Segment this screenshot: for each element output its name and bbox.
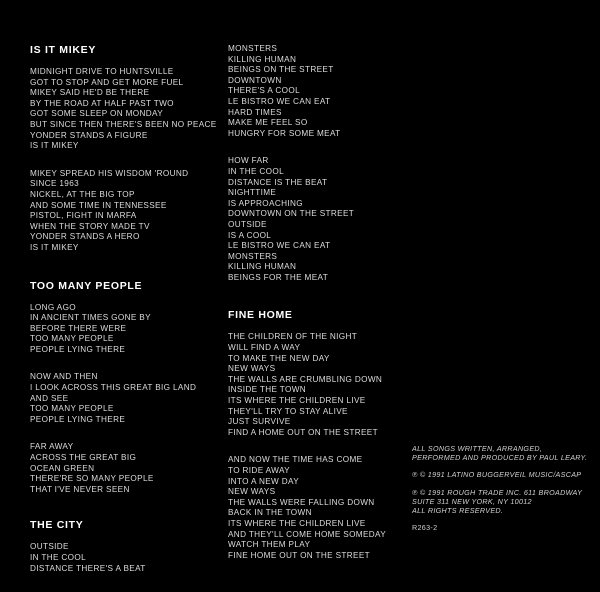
lyric-line: LE BISTRO WE CAN EAT [228,241,331,251]
lyric-line: BEINGS ON THE STREET [228,65,334,75]
lyric-line: OCEAN GREEN [30,463,95,473]
lyric-line: OUTSIDE [30,542,69,552]
lyric-line: SINCE 1963 [30,179,80,189]
credits-publishing [412,470,582,479]
lyric-line: FINE HOME OUT ON THE STREET [228,550,370,560]
song-is-it-mikey [30,44,220,254]
stanza [30,67,220,152]
lyric-line: INTO A NEW DAY [228,476,300,486]
lyric-line: BEINGS FOR THE MEAT [228,272,329,282]
lyric-line: MONSTERS [228,251,278,261]
lyric-line: HUNGRY FOR SOME MEAT [228,128,341,138]
lyric-line: OUTSIDE [228,219,267,229]
lyric-line: GOT TO STOP AND GET MORE FUEL [30,77,184,87]
lyric-line: FAR AWAY [30,442,74,452]
lyric-line: JUST SURVIVE [228,417,291,427]
lyric-line: DISTANCE IS THE BEAT [228,177,328,187]
lyric-line: NIGHTTIME [228,188,277,198]
stanza [30,169,220,254]
lyric-line: IS IT MIKEY [30,242,79,252]
lyric-line: AND NOW THE TIME HAS COME [228,455,363,465]
lyric-line: BEFORE THERE WERE [30,323,127,333]
lyric-line: THERE'RE SO MANY PEOPLE [30,474,154,484]
stanza [228,455,408,561]
credits-block [412,444,588,533]
lyric-line: IN THE COOL [228,166,285,176]
lyric-line: I LOOK ACROSS THIS GREAT BIG LAND [30,383,197,393]
song-too-many-people [30,280,220,496]
lyric-line: MIDNIGHT DRIVE TO HUNTSVILLE [30,67,174,76]
lyrics-column-right [228,44,408,579]
lyric-line: TO RIDE AWAY [228,466,290,475]
lyric-line: IS IT MIKEY [30,141,79,151]
lyric-line: KILLING HUMAN [228,54,297,64]
lyric-line: DISTANCE THERE'S A BEAT [30,563,146,573]
lyric-line: AND THEY'LL COME HOME SOMEDAY [228,529,387,539]
lyric-line: WHEN THE STORY MADE TV [30,221,150,231]
credits-line: ALL RIGHTS RESERVED. [412,506,504,516]
lyric-line: MIKEY SAID HE'D BE THERE [30,88,150,98]
lyric-line: TOO MANY PEOPLE [30,404,114,414]
song-fine-home [228,309,408,561]
song-title: IS IT MIKEY [30,44,97,56]
lyric-line: MIKEY SPREAD HIS WISDOM 'ROUND [30,168,189,178]
credits-line: SUITE 311 NEW YORK, NY 10012 [412,496,532,506]
lyric-line: TOO MANY PEOPLE [30,334,114,344]
lyric-line: HOW FAR [228,156,269,166]
lyric-line: IS APPROACHING [228,198,303,208]
lyric-line: BUT SINCE THEN THERE'S BEEN NO PEACE [30,119,217,129]
catalog-number-text: R263-2 [412,523,438,533]
lyric-line: PISTOL, FIGHT IN MARFA [30,211,137,221]
stanza [228,156,408,283]
song-title: FINE HOME [228,309,293,322]
credits-line: ℗ © 1991 ROUGH TRADE INC. 611 BROADWAY [412,487,583,497]
lyric-line: HARD TIMES [228,107,282,117]
lyric-line: THE WALLS WERE FALLING DOWN [228,497,375,507]
lyric-line: THE CHILDREN OF THE NIGHT [228,332,358,342]
credits-line: PERFORMED AND PRODUCED BY PAUL LEARY. [412,453,588,463]
credits-writing [412,444,588,463]
song-title: TOO MANY PEOPLE [30,279,143,292]
stanza [30,542,220,574]
lyric-line: THE WALLS ARE CRUMBLING DOWN [228,374,383,384]
credits-line: ℗ © 1991 LATINO BUGGERVEIL MUSIC/ASCAP [412,470,582,480]
lyrics-column-left [30,44,220,592]
catalog-number [412,523,582,532]
lyric-line: TO MAKE THE NEW DAY [228,353,330,363]
lyric-line: NOW AND THEN [30,372,98,382]
lyric-line: AND SOME TIME IN TENNESSEE [30,200,167,210]
lyric-line: PEOPLE LYING THERE [30,414,126,424]
lyric-line: IN THE COOL [30,553,87,562]
song-title: THE CITY [30,519,84,532]
lyric-line: THAT I'VE NEVER SEEN [30,484,130,494]
lyric-line: DOWNTOWN [228,75,282,85]
lyric-line: LONG AGO [30,302,77,312]
stanza [228,332,408,438]
stanza [30,442,220,495]
lyric-line: NEW WAYS [228,487,276,497]
lyric-line: THEY'LL TRY TO STAY ALIVE [228,406,348,416]
stanza [30,372,220,425]
lyric-line: FIND A HOME OUT ON THE STREET [228,427,378,437]
lyric-line: MAKE ME FEEL SO [228,118,308,128]
lyric-line: BY THE ROAD AT HALF PAST TWO [30,98,174,108]
lyric-line: NICKEL, AT THE BIG TOP [30,189,135,199]
lyric-line: IS A COOL [228,230,272,240]
lyric-line: THERE'S A COOL [228,86,300,96]
song-the-city-continued [228,44,408,283]
lyric-line: GOT SOME SLEEP ON MONDAY [30,109,164,119]
lyric-line: MONSTERS [228,44,278,53]
credits-line: ALL SONGS WRITTEN, ARRANGED, [412,444,543,453]
lyric-line: WILL FIND A WAY [228,343,301,353]
lyric-line: IN ANCIENT TIMES GONE BY [30,313,151,323]
lyric-line: PEOPLE LYING THERE [30,344,126,354]
lyric-line: ITS WHERE THE CHILDREN LIVE [228,518,366,528]
lyric-line: ACROSS THE GREAT BIG [30,453,137,463]
lyric-line: ITS WHERE THE CHILDREN LIVE [228,396,366,406]
stanza [228,44,408,139]
lyric-line: KILLING HUMAN [228,262,297,272]
lyric-line: LE BISTRO WE CAN EAT [228,96,331,106]
lyric-line: YONDER STANDS A FIGURE [30,130,148,140]
credits-copyright [412,488,582,516]
lyric-line: YONDER STANDS A HERO [30,232,140,242]
lyric-line: AND SEE [30,393,69,403]
song-the-city [30,519,220,574]
lyric-line: INSIDE THE TOWN [228,385,307,395]
lyric-line: NEW WAYS [228,364,276,374]
stanza [30,303,220,356]
lyric-line: BACK IN THE TOWN [228,508,312,518]
lyric-line: WATCH THEM PLAY [228,540,311,550]
lyric-line: DOWNTOWN ON THE STREET [228,209,355,219]
